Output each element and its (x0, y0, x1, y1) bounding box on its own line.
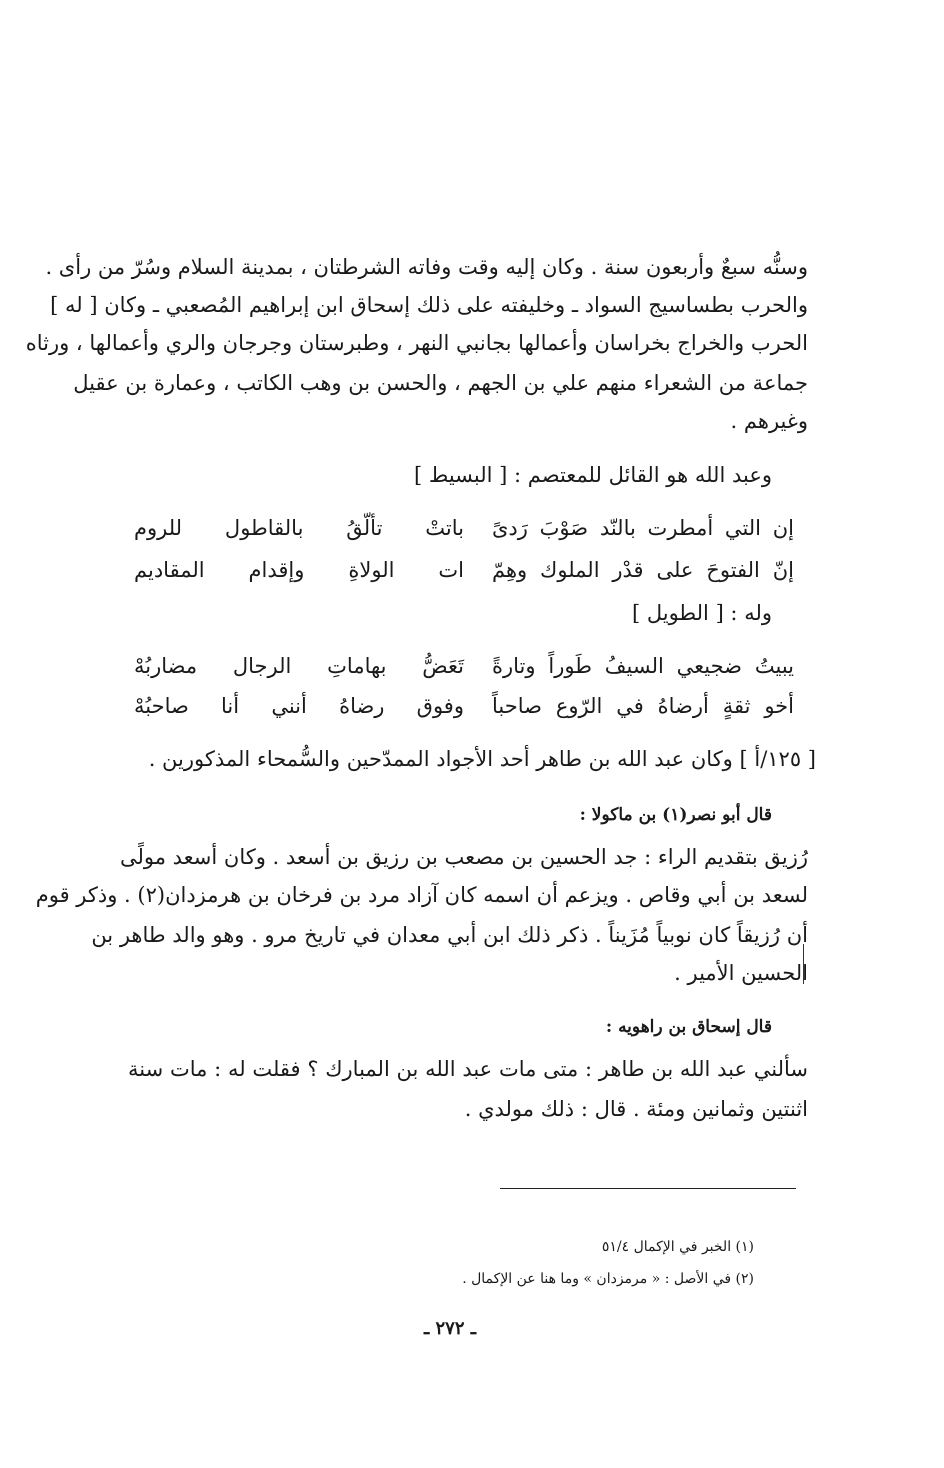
poem-intro: وعبد الله هو القائل للمعتصم : [ البسيط ] (414, 463, 772, 487)
text-line: أن رُزيقاً كان نوبياً مُزَيناً . ذكر ذلك ابن أبي معدان في تاريخ مرو . وهو والد طاهر بن (91, 923, 808, 947)
text-line: وغيرهم . (730, 409, 808, 433)
verse-second-hemistich: ات الولاةِ وإقدام المقاديم (134, 558, 464, 582)
verse-first-hemistich: إن التي أمطرت بالنّد صَوْبَ رَدىً (492, 516, 794, 540)
margin-mark (803, 944, 804, 984)
text-line: رُزيق بتقديم الراء : جد الحسين بن مصعب بن رزيق بن أسعد . وكان أسعد مولًى (119, 845, 808, 869)
footnote-separator (500, 1188, 796, 1189)
verse-first-hemistich: يبيتُ ضجيعي السيفُ طَوراً وتارةً (492, 654, 794, 678)
verse-row (134, 554, 794, 586)
verse-first-hemistich: إنّ الفتوحَ على قدْر الملوك وهِمّ (492, 558, 794, 582)
text-line: والحرب بطساسيج السواد ـ وخليفته على ذلك إسحاق ابن إبراهيم المُصعبي ـ وكان [ له ] (50, 293, 808, 317)
text-line: لسعد بن أبي وقاص . ويزعم أن اسمه كان آزاد مرد بن فرخان بن هرمزدان(٢) . وذكر قوم (35, 883, 808, 907)
verse-second-hemistich: باتتْ تألّقُ بالقاطول للروم (134, 516, 464, 540)
text-line: الحسين الأمير . (674, 961, 808, 985)
footnote: (١) الخبر في الإكمال ٥١/٤ (601, 1239, 754, 1255)
verse-second-hemistich: تَعَضُّ بهاماتِ الرجال مضاربُهْ (134, 654, 464, 678)
text-line: الحرب والخراج بخراسان وأعمالها بجانبي النهر ، وطبرستان وجرجان والري وأعمالها ، ورثاه (25, 331, 808, 355)
folio-line: [ ١٢٥/أ ] وكان عبد الله بن طاهر أحد الأجواد الممدّحين والسُّمحاء المذكورين . (148, 747, 816, 771)
text-line: اثنتين وثمانين ومئة . قال : ذلك مولدي . (464, 1097, 808, 1121)
verse-row (134, 512, 794, 544)
section-heading: قال أبو نصر(١) بن ماكولا : (579, 805, 772, 825)
verse-row (134, 690, 794, 722)
verse-first-hemistich: أخو ثقةٍ أرضاهُ في الرّوع صاحباً (492, 694, 794, 718)
verse-second-hemistich: وفوق رضاهُ أنني أنا صاحبُهْ (134, 694, 464, 718)
text-line: وسنُّه سبعٌ وأربعون سنة . وكان إليه وقت وفاته الشرطتان ، بمدينة السلام وسُرّ من رأى . (45, 255, 808, 279)
page-number: ـ ٢٧٢ ـ (423, 1318, 477, 1339)
verse-row (134, 650, 794, 682)
footnote: (٢) في الأصل : « مرمزدان » وما هنا عن الإكمال . (462, 1271, 754, 1287)
poem-intro: وله : [ الطويل ] (631, 601, 772, 625)
text-line: جماعة من الشعراء منهم علي بن الجهم ، والحسن بن وهب الكاتب ، وعمارة بن عقيل (73, 371, 808, 395)
section-heading: قال إسحاق بن راهويه : (605, 1017, 772, 1037)
text-line: سألني عبد الله بن طاهر : متى مات عبد الله بن المبارك ؟ فقلت له : مات سنة (128, 1057, 808, 1081)
